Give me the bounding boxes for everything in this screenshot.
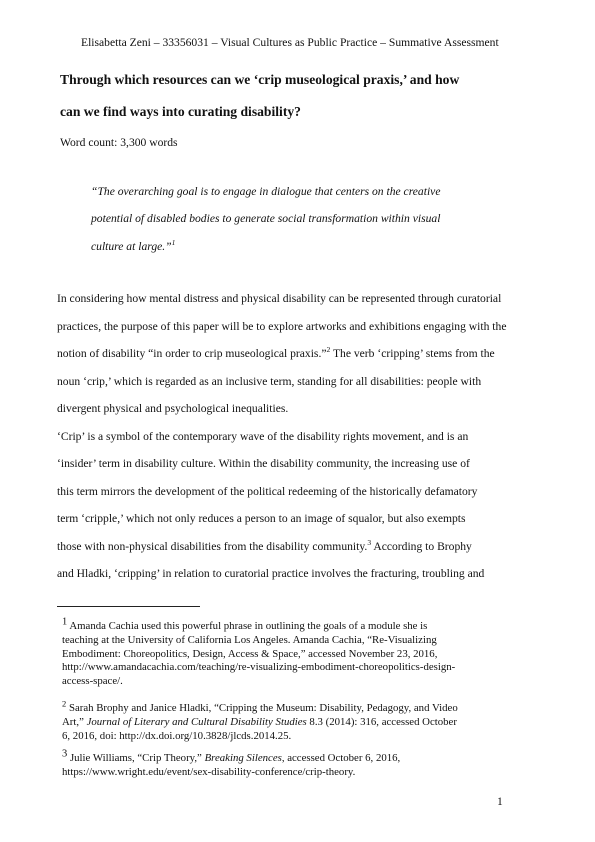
body-line-10 xyxy=(57,540,472,553)
journal-title: Journal of Literary and Cultural Disability Studies xyxy=(86,715,307,728)
footnote-text: Amanda Cachia used this powerful phrase in outlining the goals of a module she is xyxy=(67,620,428,632)
footnote-ref-2[interactable]: 2 xyxy=(326,345,331,355)
body-text: notion of disability “in order to crip museological praxis.” xyxy=(57,347,327,360)
title-line-2: can we find ways into curating disability? xyxy=(60,104,301,119)
footnote-text: , accessed October 6, 2016, xyxy=(281,752,401,764)
footnote-1-line-5: access-space/. xyxy=(62,675,123,688)
footnote-ref-3[interactable]: 3 xyxy=(367,538,372,548)
running-header: Elisabetta Zeni – 33356031 – Visual Cultures as Public Practice – Summative Assessment xyxy=(81,36,499,49)
body-text: The verb ‘cripping’ stems from the xyxy=(330,347,495,360)
page-number: 1 xyxy=(497,795,503,808)
footnote-3-line-1 xyxy=(62,748,401,766)
footnote-number: 2 xyxy=(62,698,67,709)
epigraph-text: culture at large.” xyxy=(91,240,172,253)
footnote-text: Art,” xyxy=(62,715,87,728)
body-text: According to Brophy xyxy=(371,540,472,553)
body-line-5: divergent physical and psychological inequalities. xyxy=(57,402,289,415)
footnote-text: Julie Williams, “Crip Theory,” xyxy=(67,752,205,764)
footnote-2-line-3: 6, 2016, doi: http://dx.doi.org/10.3828/jlcds.2014.25. xyxy=(62,729,292,742)
body-line-2: practices, the purpose of this paper will be to explore artworks and exhibitions engaging with the xyxy=(57,320,507,333)
footnote-2-line-2 xyxy=(62,716,458,730)
footnote-1 xyxy=(62,616,456,689)
word-count: Word count: 3,300 words xyxy=(60,136,178,149)
body-line-3 xyxy=(57,347,495,360)
footnote-3-line-2: https://www.wright.edu/event/sex-disability-conference/crip-theory. xyxy=(62,765,356,778)
footnote-2 xyxy=(62,698,458,743)
body-text: those with non-physical disabilities from the disability community. xyxy=(57,540,368,553)
body-line-7: ‘insider’ term in disability culture. Within the disability community, the increasing use of xyxy=(57,457,470,470)
footnote-1-line-2: teaching at the University of California Los Angeles. Amanda Cachia, “Re-Visualizing xyxy=(62,633,437,646)
footnote-3 xyxy=(62,748,401,780)
footnote-2-line-1 xyxy=(62,698,458,716)
body-line-11: and Hladki, ‘cripping’ in relation to curatorial practice involves the fracturing, troubling and xyxy=(57,567,485,580)
footnote-number: 3 xyxy=(62,748,68,760)
footnote-1-line-4: http://www.amandacachia.com/teaching/re-visualizing-embodiment-choreopolitics-design- xyxy=(62,661,456,674)
body-line-4: noun ‘crip,’ which is regarded as an inclusive term, standing for all disabilities: people with xyxy=(57,375,482,388)
footnote-1-line-1 xyxy=(62,616,455,634)
title-line-1: Through which resources can we ‘crip museological praxis,’ and how xyxy=(60,72,460,87)
footnote-text: 8.3 (2014): 316, accessed October xyxy=(306,715,457,728)
body-line-6: ‘Crip’ is a symbol of the contemporary wave of the disability rights movement, and is an xyxy=(57,430,469,443)
body-line-1: In considering how mental distress and physical disability can be represented through curatorial xyxy=(57,292,502,305)
footnote-text: Sarah Brophy and Janice Hladki, “Cripping the Museum: Disability, Pedagogy, and Video xyxy=(66,702,458,714)
epigraph-line-3 xyxy=(91,240,175,253)
footnote-number: 1 xyxy=(62,616,68,628)
epigraph-line-1: “The overarching goal is to engage in dialogue that centers on the creative xyxy=(91,185,441,198)
body-line-8: this term mirrors the development of the political redeeming of the historically defamatory xyxy=(57,485,478,498)
source-title: Breaking Silences xyxy=(204,752,282,764)
epigraph-line-2: potential of disabled bodies to generate social transformation within visual xyxy=(91,212,441,225)
footnote-ref-1[interactable]: 1 xyxy=(171,238,176,248)
footnote-separator xyxy=(57,606,200,607)
body-line-9: term ‘cripple,’ which not only reduces a person to an image of squalor, but also exempts xyxy=(57,512,466,525)
footnote-1-line-3: Embodiment: Choreopolitics, Design, Access & Space,” accessed November 23, 2016, xyxy=(62,647,438,660)
